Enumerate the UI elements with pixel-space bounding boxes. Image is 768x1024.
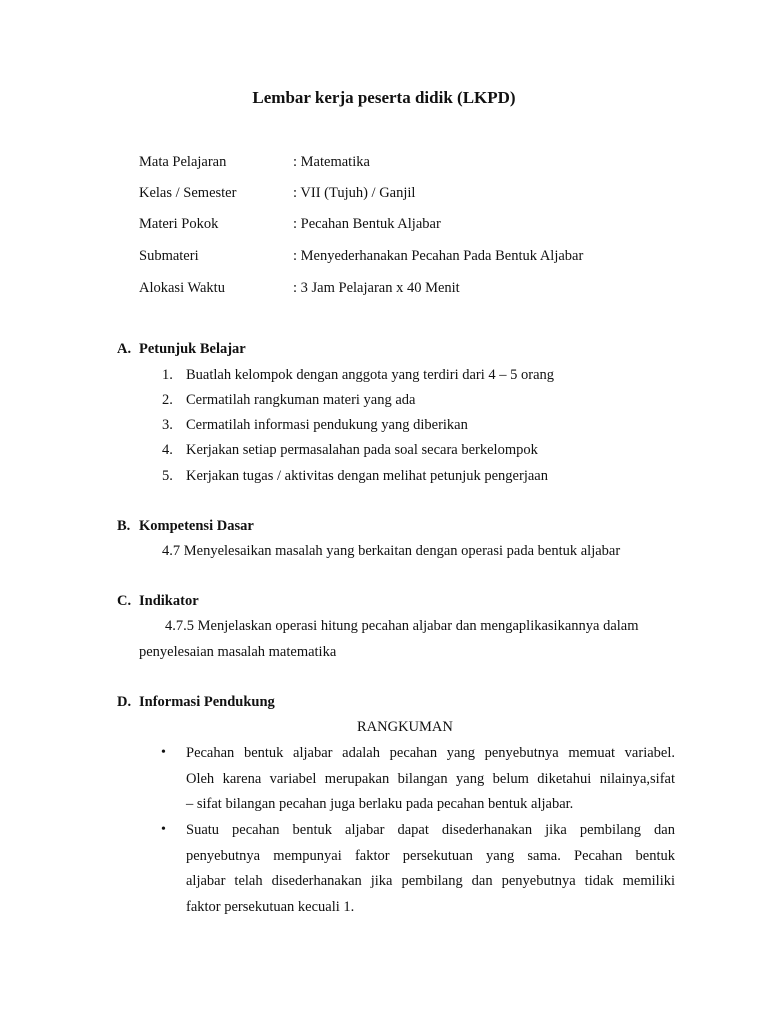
- info-value-topic: : Pecahan Bentuk Aljabar: [293, 216, 441, 232]
- list-item-number: 4.: [162, 442, 173, 458]
- list-item-number: 1.: [162, 367, 173, 383]
- indicator-text-line2: penyelesaian masalah matematika: [139, 644, 337, 660]
- info-label-subtopic: Submateri: [139, 248, 199, 264]
- indicator-text-line1: 4.7.5 Menjelaskan operasi hitung pecahan aljabar dan mengaplikasikannya dalam: [165, 618, 639, 634]
- list-item: Kerjakan setiap permasalahan pada soal secara berkelompok: [186, 442, 538, 458]
- section-b-heading: Kompetensi Dasar: [139, 518, 254, 534]
- bullet-icon: •: [161, 822, 166, 837]
- page-title: Lembar kerja peserta didik (LKPD): [252, 88, 516, 107]
- list-item: Buatlah kelompok dengan anggota yang terdiri dari 4 – 5 orang: [186, 367, 555, 383]
- info-value-class: : VII (Tujuh) / Ganjil: [293, 185, 416, 201]
- section-d-heading: Informasi Pendukung: [139, 694, 275, 710]
- bullet-2-line2: penyebutnya mempunyai faktor persekutuan yang sama. Pecahan bentuk: [186, 848, 675, 864]
- section-d-letter: D.: [117, 694, 132, 710]
- info-label-topic: Materi Pokok: [139, 216, 219, 232]
- list-item-number: 2.: [162, 392, 173, 408]
- list-item: Cermatilah informasi pendukung yang diberikan: [186, 417, 468, 433]
- info-label-subject: Mata Pelajaran: [139, 154, 227, 170]
- info-value-time: : 3 Jam Pelajaran x 40 Menit: [293, 280, 460, 296]
- section-b-letter: B.: [117, 518, 131, 534]
- list-item: Cermatilah rangkuman materi yang ada: [186, 392, 416, 408]
- list-item-number: 3.: [162, 417, 173, 433]
- bullet-2-line1: Suatu pecahan bentuk aljabar dapat disederhanakan jika pembilang dan: [186, 822, 675, 838]
- bullet-1-line1: Pecahan bentuk aljabar adalah pecahan yang penyebutnya memuat variabel.: [186, 745, 675, 761]
- bullet-1-line2: Oleh karena variabel merupakan bilangan yang belum diketahui nilainya,sifat: [186, 771, 675, 787]
- list-item: Kerjakan tugas / aktivitas dengan melihat petunjuk pengerjaan: [186, 468, 548, 484]
- info-value-subject: : Matematika: [293, 154, 370, 170]
- section-a-heading: Petunjuk Belajar: [139, 341, 246, 357]
- competency-text: 4.7 Menyelesaikan masalah yang berkaitan dengan operasi pada bentuk aljabar: [162, 543, 621, 559]
- list-item-number: 5.: [162, 468, 173, 484]
- section-a-letter: A.: [117, 341, 132, 357]
- bullet-2-line3: aljabar telah disederhanakan jika pembilang dan penyebutnya tidak memiliki: [186, 873, 675, 889]
- info-label-time: Alokasi Waktu: [139, 280, 225, 296]
- info-value-subtopic: : Menyederhanakan Pecahan Pada Bentuk Aljabar: [293, 248, 584, 264]
- bullet-2-line4: faktor persekutuan kecuali 1.: [186, 899, 355, 915]
- section-c-heading: Indikator: [139, 593, 199, 609]
- summary-heading: RANGKUMAN: [357, 719, 453, 735]
- bullet-1-line3: – sifat bilangan pecahan juga berlaku pada pecahan bentuk aljabar.: [186, 796, 574, 812]
- info-label-class: Kelas / Semester: [139, 185, 237, 201]
- bullet-icon: •: [161, 745, 166, 760]
- section-c-letter: C.: [117, 593, 132, 609]
